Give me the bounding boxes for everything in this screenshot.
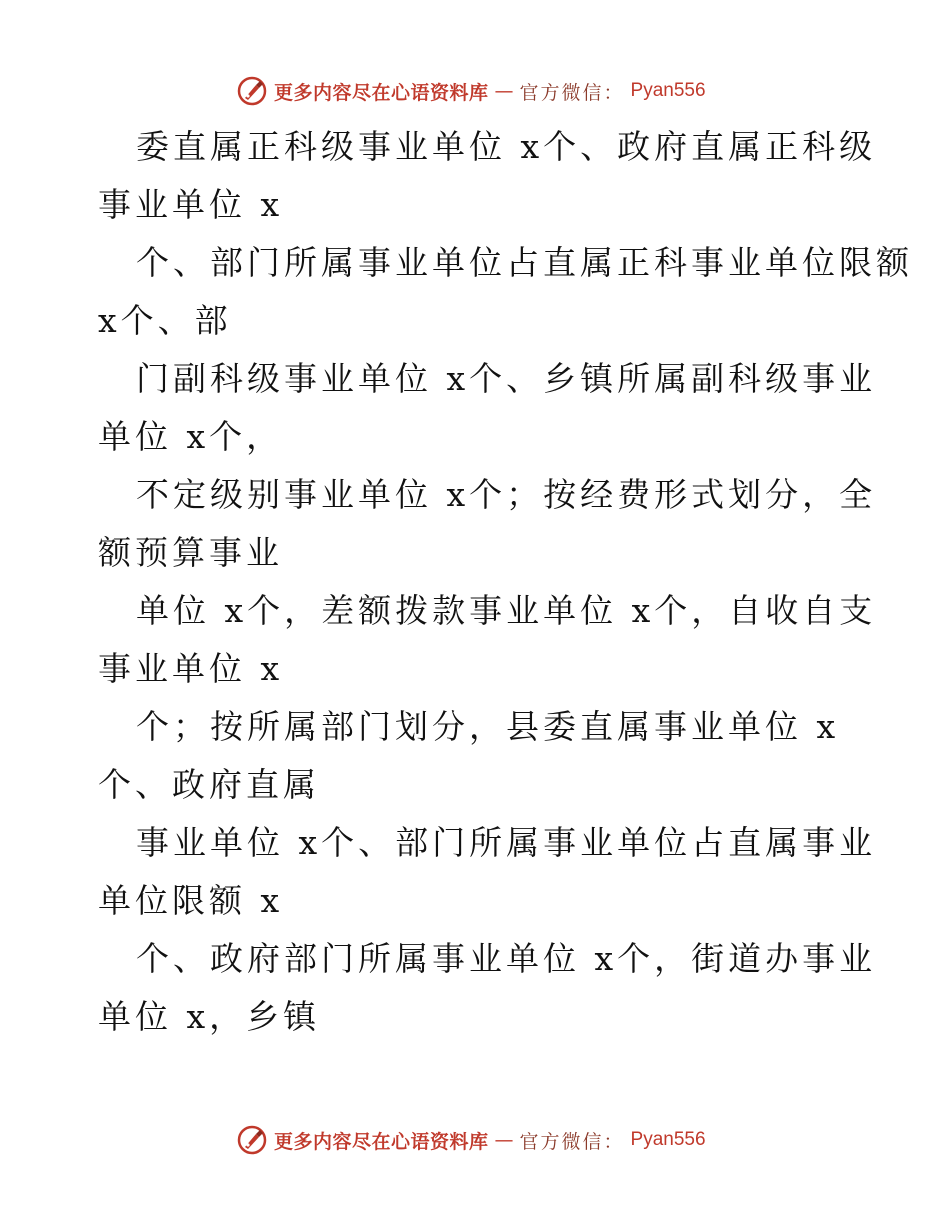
paragraph-line: 个；按所属部门划分，县委直属事业单位 x	[136, 707, 840, 746]
header-watermark	[236, 74, 706, 108]
paragraph-line: 单位 x个，	[98, 417, 284, 456]
paragraph-line: 门副科级事业单位 x个、乡镇所属副科级事业	[136, 359, 877, 398]
paragraph-line: 个、政府直属	[98, 765, 320, 804]
watermark-main-text: 更多内容尽在心语资料库	[274, 81, 489, 104]
watermark-dash: —	[494, 1129, 514, 1151]
watermark-main-text: 更多内容尽在心语资料库	[274, 1130, 489, 1153]
paragraph-line: 单位 x个，差额拨款事业单位 x个，自收自支	[136, 591, 877, 630]
paragraph-line: x个、部	[98, 301, 232, 340]
paragraph-line: 单位 x，乡镇	[98, 997, 321, 1036]
paragraph-line: 单位限额 x	[98, 881, 284, 920]
paragraph-line: 事业单位 x	[98, 185, 284, 224]
paragraph-line: 不定级别事业单位 x个；按经费形式划分，全	[136, 475, 877, 514]
paragraph-line: 个、部门所属事业单位占直属正科事业单位限额	[136, 243, 913, 282]
paragraph-line: 事业单位 x	[98, 649, 284, 688]
paragraph-line: 额预算事业	[98, 533, 283, 572]
paragraph-line: 事业单位 x个、部门所属事业单位占直属事业	[136, 823, 877, 862]
watermark-wechat-label: 官方微信：	[519, 1130, 625, 1153]
footer-watermark	[236, 1123, 706, 1157]
pen-nib-logo-icon	[236, 75, 268, 107]
watermark-wechat-id: Pyan556	[630, 1129, 706, 1150]
paragraph-line: 委直属正科级事业单位 x个、政府直属正科级	[136, 127, 877, 166]
watermark-dash: —	[494, 80, 514, 102]
watermark-wechat-label: 官方微信：	[519, 81, 625, 104]
watermark-wechat-id: Pyan556	[630, 80, 706, 101]
pen-nib-logo-icon	[236, 1124, 268, 1156]
document-body	[98, 118, 913, 1046]
paragraph-line: 个、政府部门所属事业单位 x个，街道办事业	[136, 939, 877, 978]
